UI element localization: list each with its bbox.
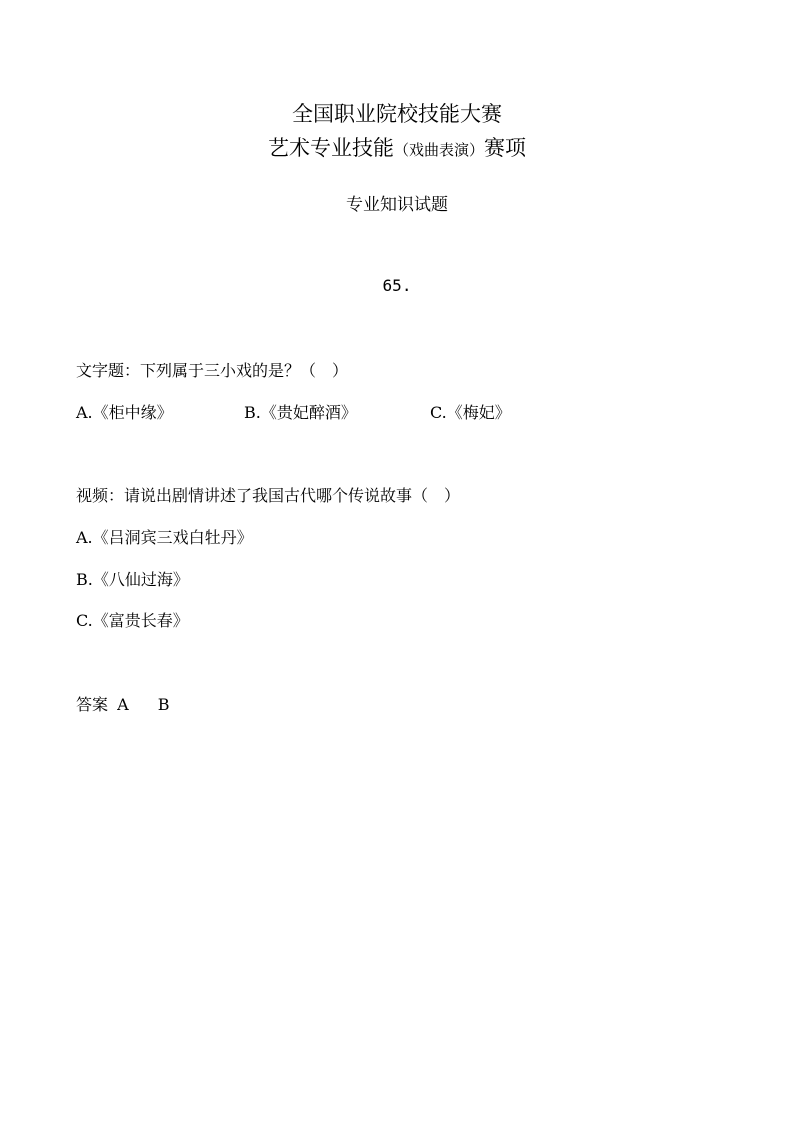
video-question-prompt: 视频：请说出剧情讲述了我国古代哪个传说故事（ ） <box>76 486 461 505</box>
text-option-b: B.《贵妃醉酒》 <box>244 403 357 422</box>
text-option-c: C.《梅妃》 <box>430 403 511 422</box>
title-paren: （戏曲表演） <box>393 141 484 159</box>
page-subtitle: 专业知识试题 <box>346 195 448 215</box>
question-number: 65. <box>382 276 412 295</box>
page-title-line-1: 全国职业院校技能大赛 <box>292 102 502 126</box>
title-prefix: 艺术专业技能 <box>267 136 394 160</box>
answer-value-b: B <box>157 695 170 714</box>
video-option-a: A.《吕洞宾三戏白牡丹》 <box>76 528 253 547</box>
answer-label: 答案 <box>76 695 109 714</box>
video-option-b: B.《八仙过海》 <box>76 570 189 589</box>
text-question-prompt: 文字题：下列属于三小戏的是？（ ） <box>76 361 349 380</box>
title-suffix: 赛项 <box>484 136 526 160</box>
answer-line <box>76 692 174 715</box>
page-title-line-2 <box>0 132 794 162</box>
answer-value-a: A <box>117 695 129 714</box>
video-option-c: C.《富贵长春》 <box>76 611 189 630</box>
text-option-a: A.《柜中缘》 <box>76 403 173 422</box>
